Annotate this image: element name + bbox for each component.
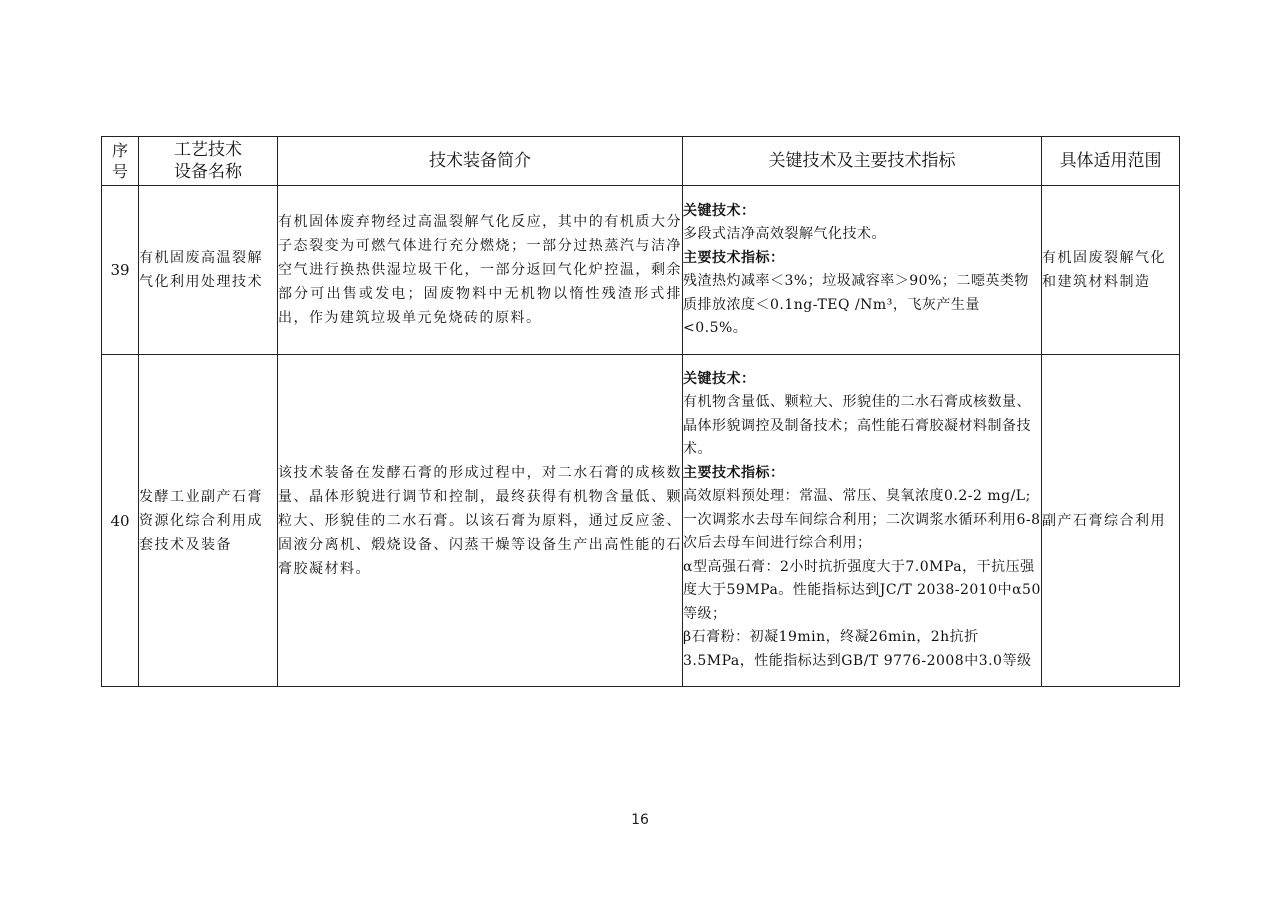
header-name-line2: 设备名称 <box>174 162 242 182</box>
page-number: 16 <box>631 812 649 828</box>
header-description: 技术装备简介 <box>278 137 683 186</box>
header-serial-number <box>102 137 139 186</box>
row-application-scope-text: 有机固废裂解气化和建筑材料制造 <box>1042 250 1166 290</box>
header-serial-line2: 号 <box>111 162 128 181</box>
row-serial-number: 40 <box>102 355 139 687</box>
row-process-name <box>139 186 278 355</box>
technology-table <box>101 136 1180 687</box>
row-process-name-text: 有机固废高温裂解气化利用处理技术 <box>139 250 263 290</box>
key-tech-heading: 关键技术： <box>683 202 756 219</box>
key-tech-text: 有机物含量低、颗粒大、形貌佳的二水石膏成核数量、晶体形貌调控及制备技术；高性能石膏胶凝材料制备技术。 <box>683 394 1031 458</box>
indicator-item: 一次调浆水去母车间综合利用；二次调浆水循环利用6-8次后去母车间进行综合利用； <box>683 511 1041 552</box>
row-description <box>278 186 683 355</box>
row-serial-number: 39 <box>102 186 139 355</box>
row-process-name <box>139 355 278 687</box>
key-tech-text: 多段式洁净高效裂解气化技术。 <box>683 226 886 242</box>
indicator-item: 残渣热灼减率＜3%；垃圾减容率＞90%；二噁英类物质排放浓度＜0.1ng-TEQ /Nm³，飞灰产生量<0.5%。 <box>683 273 1029 336</box>
row-application-scope <box>1042 355 1180 687</box>
row-description <box>278 355 683 687</box>
row-application-scope-text: 副产石膏综合利用 <box>1042 512 1166 529</box>
indicator-item: α型高强石膏：2小时抗折强度大于7.0MPa，干抗压强度大于59MPa。性能指标达到JC/T 2038-2010中α50等级； <box>683 558 1041 622</box>
header-key-technology: 关键技术及主要技术指标 <box>683 137 1042 186</box>
indicators-heading: 主要技术指标： <box>683 249 785 266</box>
row-description-text: 该技术装备在发酵石膏的形成过程中，对二水石膏的成核数量、晶体形貌进行调节和控制，最终获得有机物含量低、颗粒大、形貌佳的二水石膏。以该石膏为原料，通过反应釜、固液分离机、煅烧设备、闪蒸干燥等设备生产出高性能的石膏胶凝材料。 <box>278 464 682 577</box>
row-process-name-text: 发酵工业副产石膏资源化综合利用成套技术及装备 <box>139 488 263 553</box>
indicator-item: β石膏粉：初凝19min，终凝26min，2h抗折3.5MPa，性能指标达到GB/T 9776-2008中3.0等级 <box>683 629 1032 669</box>
table-row <box>102 355 1180 687</box>
row-key-technology <box>683 355 1042 687</box>
header-application-scope: 具体适用范围 <box>1042 137 1180 186</box>
key-tech-heading: 关键技术： <box>683 370 756 387</box>
header-serial-line1: 序 <box>111 141 128 160</box>
table-row <box>102 186 1180 355</box>
header-name-line1: 工艺技术 <box>174 140 242 160</box>
row-application-scope <box>1042 186 1180 355</box>
indicator-item: 高效原料预处理：常温、常压、臭氧浓度0.2-2 mg/L; <box>683 488 1031 505</box>
table-header-row <box>102 137 1180 186</box>
row-description-text: 有机固体废弃物经过高温裂解气化反应，其中的有机质大分子态裂变为可燃气体进行充分燃烧；一部分过热蒸汽与洁净空气进行换热供湿垃圾干化，一部分返回气化炉控温，剩余部分可出售或发电；固废物料中无机物以惰性残渣形式排出，作为建筑垃圾单元免烧砖的原料。 <box>278 214 682 326</box>
indicators-heading: 主要技术指标： <box>683 464 785 481</box>
header-process-name <box>139 137 278 186</box>
row-key-technology <box>683 186 1042 355</box>
